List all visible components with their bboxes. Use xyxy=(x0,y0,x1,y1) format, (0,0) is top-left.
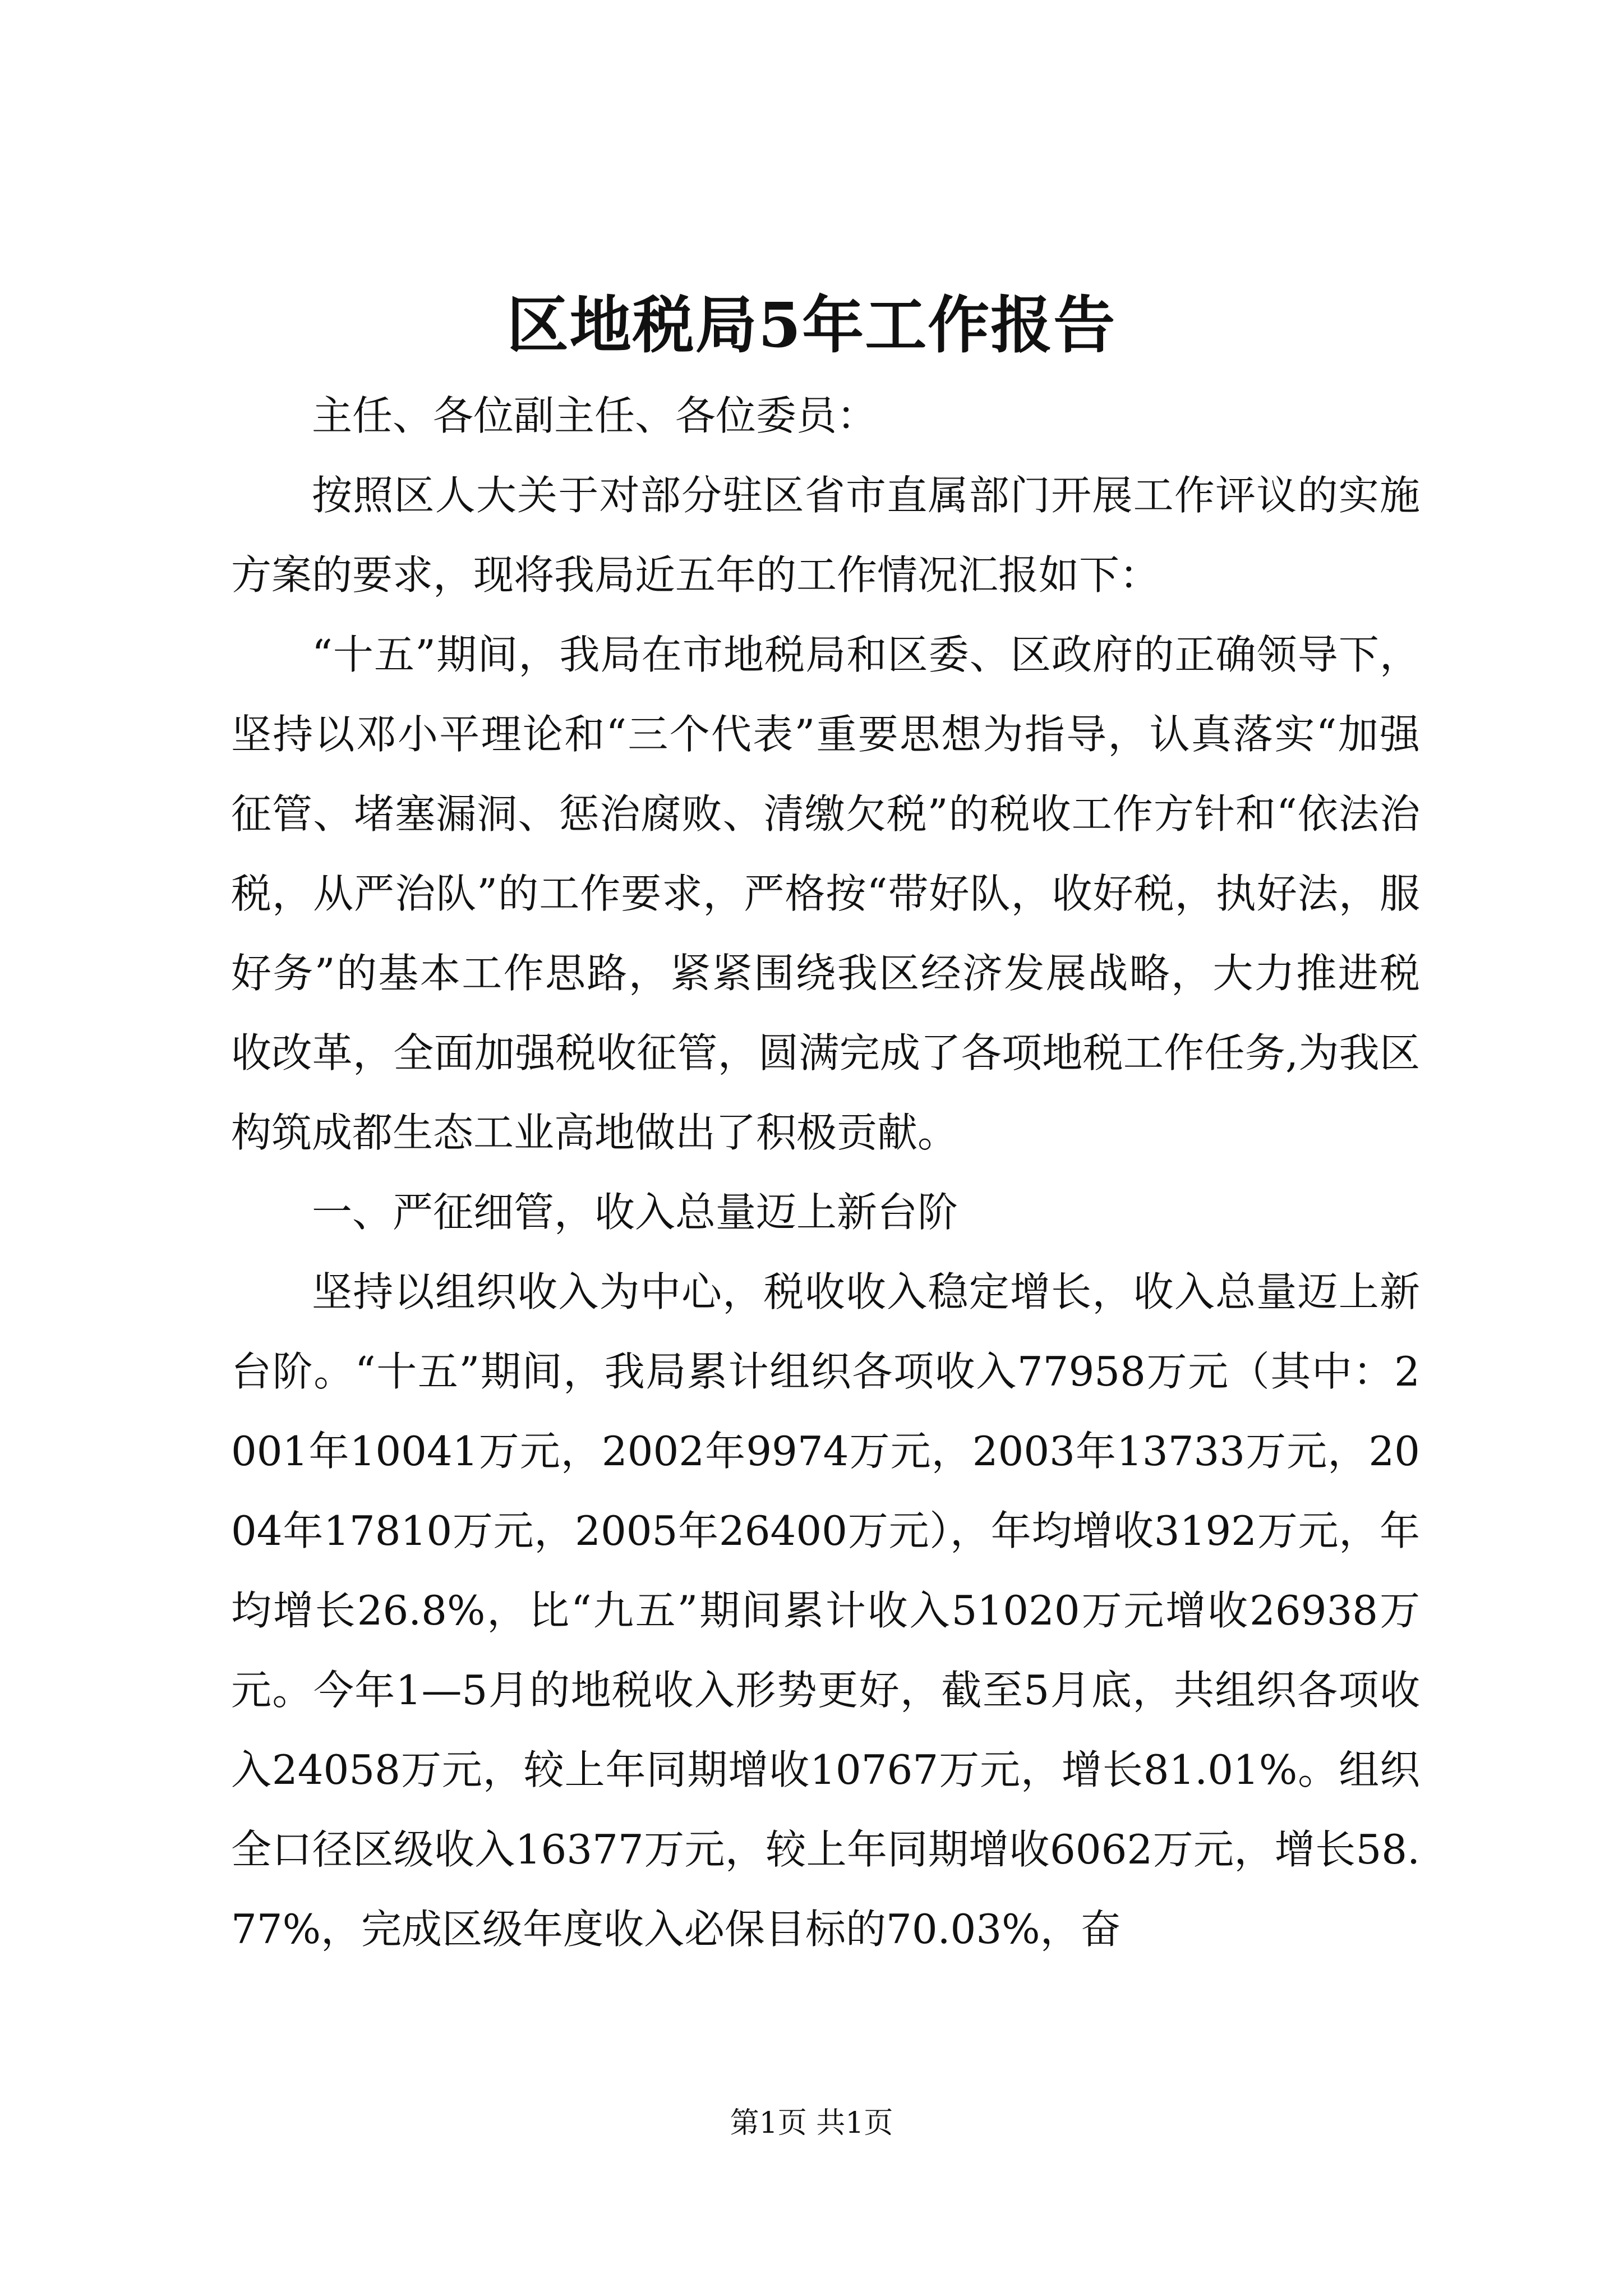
document-title: 区地税局5年工作报告 xyxy=(506,289,1117,361)
paragraph-salutation: 主任、各位副主任、各位委员： xyxy=(312,392,878,439)
paragraph-revenue: 坚持以组织收入为中心，税收收入稳定增长，收入总量迈上新台阶。“十五”期间，我局累计组织各项收入77958万元（其中：2001年10041万元，2002年9974万元，2003年13733万元，2004年17810万元，2005年26400万元），年均增收3192万元，年均增长26.8%，比“九五”期间累计收入51020万元增收26938万元。今年1—5月的地税收入形势更好，截至5月底，共组织各项收入24058万元，较上年同期增收10767万元，增长81.01%。组织全口径区级收入16377万元，较上年同期增收6062万元，增长58.77%，完成区级年度收入必保目标的70.03%，奋 xyxy=(231,1268,1420,1953)
page-footer: 第1页 共1页 xyxy=(730,2106,893,2140)
paragraph-overview: “十五”期间，我局在市地税局和区委、区政府的正确领导下，坚持以邓小平理论和“三个代表”重要思想为指导，认真落实“加强征管、堵塞漏洞、惩治腐败、清缴欠税”的税收工作方针和“依法治税，从严治队”的工作要求，严格按“带好队，收好税，执好法，服好务”的基本工作思路，紧紧围绕我区经济发展战略，大力推进税收改革，全面加强税收征管，圆满完成了各项地税工作任务,为我区构筑成都生态工业高地做出了积极贡献。 xyxy=(231,631,1420,1156)
document-body xyxy=(231,376,1420,1969)
paragraph-intro: 按照区人大关于对部分驻区省市直属部门开展工作评议的实施方案的要求，现将我局近五年的工作情况汇报如下： xyxy=(231,472,1420,599)
section-heading-1: 一、严征细管，收入总量迈上新台阶 xyxy=(312,1189,958,1236)
